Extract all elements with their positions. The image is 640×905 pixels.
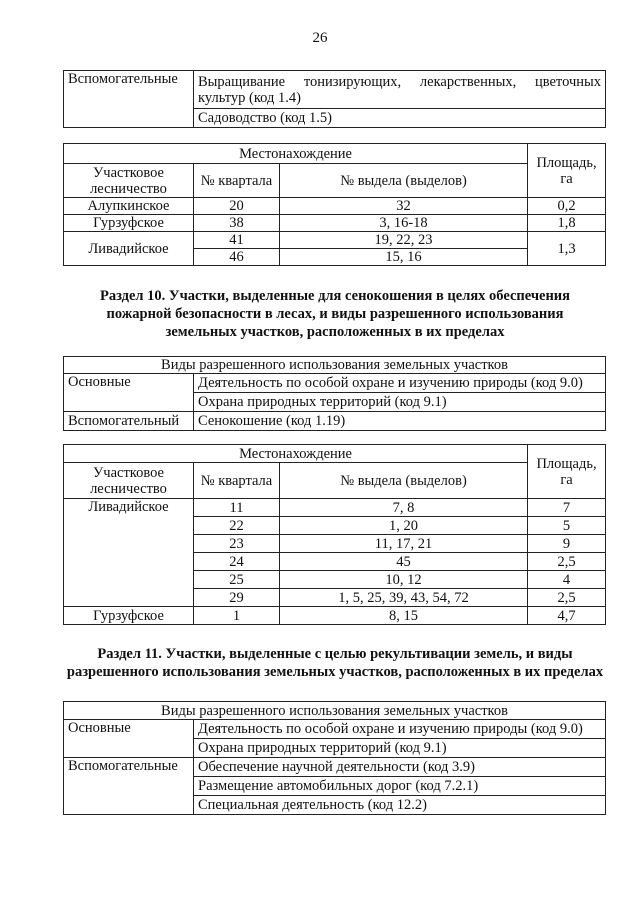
parcel-cell: 3, 16-18 [280, 215, 528, 232]
area-cell: 2,5 [528, 589, 606, 607]
use-text-line: культур (код 1.4) [198, 89, 301, 106]
parcel-header: № выдела (выделов) [280, 164, 528, 198]
table-row [64, 758, 606, 777]
use-cell: Охрана природных территорий (код 9.1) [194, 739, 606, 758]
main-label: Основные [64, 374, 194, 412]
table-row [64, 553, 606, 571]
table-row [64, 517, 606, 535]
forestry-cell [64, 589, 194, 607]
heading-line: Раздел 11. Участки, выделенные с целью рекультивации земель, и виды [97, 646, 573, 662]
header-row [64, 445, 606, 463]
uses-table-continuation [63, 70, 606, 128]
forestry-cell: Ливадийское [64, 499, 194, 517]
use-cell: Обеспечение научной деятельности (код 3.9) [194, 758, 606, 777]
table-row [64, 215, 606, 232]
area-header: Площадь, га [528, 144, 606, 198]
quarter-cell: 38 [194, 215, 280, 232]
table-row [64, 720, 606, 739]
area-cell: 9 [528, 535, 606, 553]
forestry-cell [64, 535, 194, 553]
quarter-cell: 22 [194, 517, 280, 535]
heading-line: земельных участков, расположенных в их пределах [165, 324, 505, 340]
parcel-cell: 19, 22, 23 [280, 232, 528, 249]
table-row [64, 71, 606, 109]
table-row [64, 198, 606, 215]
parcel-header: № выдела (выделов) [280, 463, 528, 499]
main-label: Основные [64, 720, 194, 758]
table-row [64, 607, 606, 625]
section-11-uses-table [63, 701, 606, 815]
heading-line: пожарной безопасности в лесах, и виды разрешенного использования [106, 306, 564, 322]
parcel-cell: 15, 16 [280, 249, 528, 266]
area-cell: 1,3 [528, 232, 606, 266]
header-row [64, 164, 606, 198]
quarter-header: № квартала [194, 463, 280, 499]
quarter-cell: 23 [194, 535, 280, 553]
table-row [64, 374, 606, 393]
area-cell: 4,7 [528, 607, 606, 625]
uses-title: Виды разрешенного использования земельных участков [64, 702, 606, 720]
use-cell: Деятельность по особой охране и изучению природы (код 9.0) [194, 374, 606, 393]
quarter-cell: 46 [194, 249, 280, 266]
use-cell: Размещение автомобильных дорог (код 7.2.1) [194, 777, 606, 796]
use-cell: Сенокошение (код 1.19) [194, 412, 606, 431]
quarter-cell: 41 [194, 232, 280, 249]
table-row [64, 571, 606, 589]
forestry-cell: Ливадийское [64, 232, 194, 266]
section-10-heading [60, 287, 610, 341]
table-row [64, 589, 606, 607]
category-label: Вспомогательные [68, 71, 178, 87]
aux-label: Вспомогательные [64, 758, 194, 815]
forestry-cell [64, 553, 194, 571]
heading-line: Раздел 10. Участки, выделенные для сенокошения в целях обеспечения [99, 288, 571, 304]
area-cell: 7 [528, 499, 606, 517]
parcel-cell: 32 [280, 198, 528, 215]
forestry-cell: Гурзуфское [64, 215, 194, 232]
area-header: Площадь, га [528, 445, 606, 499]
parcel-cell: 1, 20 [280, 517, 528, 535]
use-cell: Садоводство (код 1.5) [194, 109, 606, 128]
header-row [64, 463, 606, 499]
quarter-cell: 29 [194, 589, 280, 607]
quarter-cell: 1 [194, 607, 280, 625]
area-cell: 0,2 [528, 198, 606, 215]
section-10-location-table [63, 444, 606, 625]
quarter-cell: 20 [194, 198, 280, 215]
category-cell [64, 71, 194, 128]
use-cell [194, 71, 606, 109]
quarter-cell: 11 [194, 499, 280, 517]
section-11-heading [40, 645, 630, 681]
parcel-cell: 1, 5, 25, 39, 43, 54, 72 [280, 589, 528, 607]
use-text-line: Выращивание тонизирующих, лекарственных, цветочных [198, 73, 601, 90]
use-cell: Охрана природных территорий (код 9.1) [194, 393, 606, 412]
uses-title: Виды разрешенного использования земельных участков [64, 357, 606, 374]
section-10-uses-table [63, 356, 606, 431]
table-row [64, 232, 606, 249]
parcel-cell: 45 [280, 553, 528, 571]
forestry-cell [64, 517, 194, 535]
parcel-cell: 8, 15 [280, 607, 528, 625]
forestry-header: Участковое лесничество [64, 164, 194, 198]
header-row [64, 702, 606, 720]
area-cell: 1,8 [528, 215, 606, 232]
area-cell: 4 [528, 571, 606, 589]
table-row [64, 499, 606, 517]
use-cell: Деятельность по особой охране и изучению природы (код 9.0) [194, 720, 606, 739]
forestry-header: Участковое лесничество [64, 463, 194, 499]
location-header: Местонахождение [64, 445, 528, 463]
location-header: Местонахождение [64, 144, 528, 164]
use-cell: Специальная деятельность (код 12.2) [194, 796, 606, 815]
forestry-cell: Гурзуфское [64, 607, 194, 625]
aux-label: Вспомогательный [64, 412, 194, 431]
area-cell: 2,5 [528, 553, 606, 571]
parcel-cell: 11, 17, 21 [280, 535, 528, 553]
heading-line: разрешенного использования земельных участков, расположенных в их пределах [66, 664, 604, 680]
quarter-header: № квартала [194, 164, 280, 198]
area-cell: 5 [528, 517, 606, 535]
forestry-cell: Алупкинское [64, 198, 194, 215]
header-row [64, 144, 606, 164]
location-table-1 [63, 143, 606, 266]
forestry-cell [64, 571, 194, 589]
quarter-cell: 24 [194, 553, 280, 571]
table-row [64, 412, 606, 431]
table-row [64, 535, 606, 553]
parcel-cell: 10, 12 [280, 571, 528, 589]
page-number: 26 [312, 30, 328, 46]
quarter-cell: 25 [194, 571, 280, 589]
header-row [64, 357, 606, 374]
parcel-cell: 7, 8 [280, 499, 528, 517]
